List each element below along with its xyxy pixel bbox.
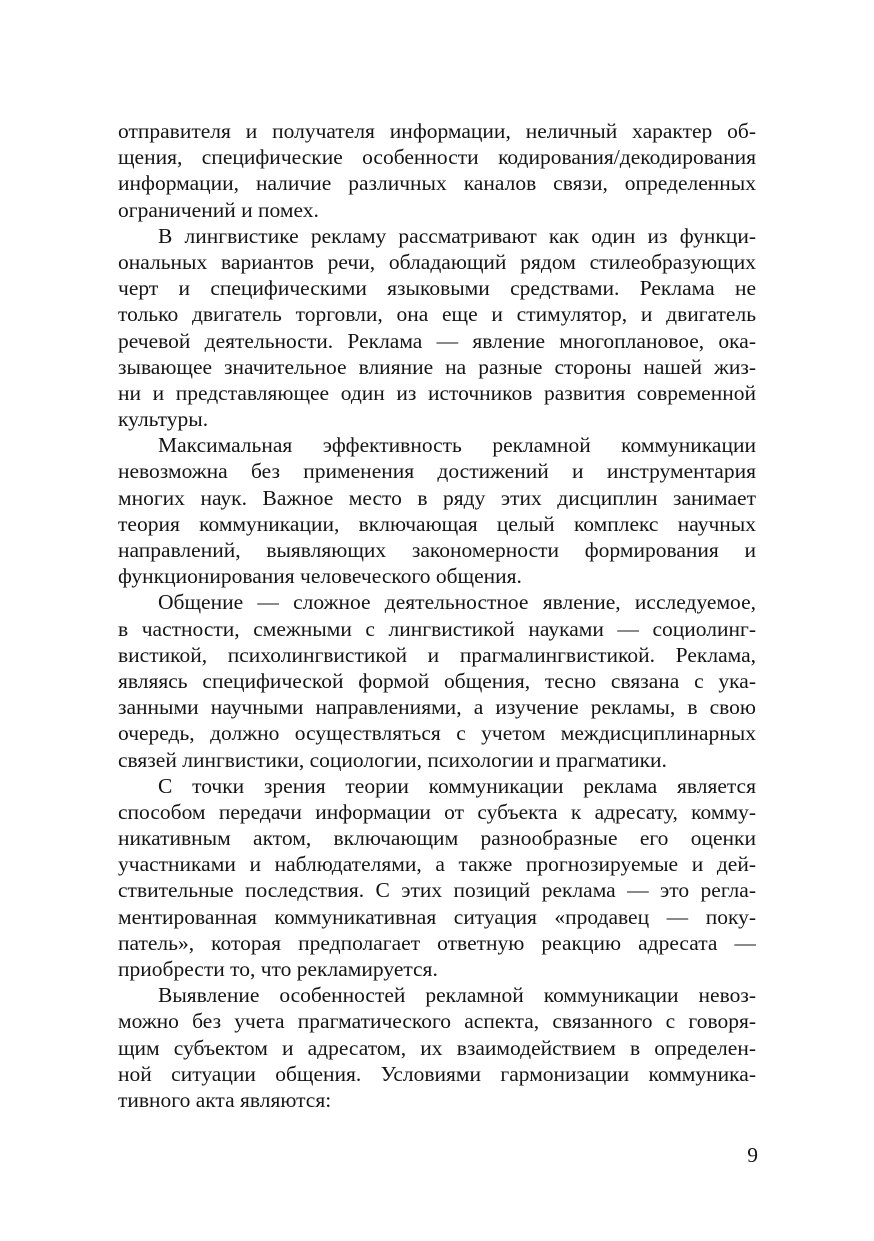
text-line: приобрести то, что рекламируется. [118, 957, 438, 981]
text-line: связей лингвистики, социологии, психологии и прагматики. [118, 747, 667, 772]
text-line: вистикой, психолингвистикой и прагмалингвистикой. Реклама, [118, 642, 756, 667]
text-line: информации, наличие различных каналов связи, определенных [118, 171, 756, 196]
page-number: 9 [747, 1143, 758, 1167]
text-line: функционирования человеческого общения. [118, 564, 522, 589]
text-line: невозможна без применения достижений и инструментария [118, 459, 756, 484]
text-line: направлений, выявляющих закономерности формирования и [118, 538, 756, 562]
text-line: являясь специфической формой общения, тесно связана с ука- [118, 668, 756, 693]
text-line: ной ситуации общения. Условиями гармонизации коммуника- [118, 1061, 756, 1086]
text-line: теория коммуникации, включающая целый комплекс научных [118, 511, 756, 536]
paragraph-effectiveness [118, 432, 756, 589]
text-line: очередь, должно осуществляться с учетом междисциплинарных [118, 721, 756, 746]
paragraph-communication [118, 589, 756, 772]
text-line: только двигатель торговли, она еще и стимулятор, и двигатель [118, 302, 756, 327]
text-line: многих наук. Важное место в ряду этих дисциплин занимает [118, 485, 756, 510]
body-text [118, 118, 756, 1113]
paragraph-pragmatics [118, 982, 756, 1113]
text-line: в частности, смежными с лингвистикой науками — социолинг- [118, 616, 756, 641]
text-line: ментированная коммуникативная ситуация «продавец — поку- [118, 904, 756, 929]
text-line: зывающее значительное влияние на разные стороны нашей жиз- [118, 354, 756, 379]
text-line: ограничений и помех. [118, 197, 319, 222]
text-line: Выявление особенностей рекламной коммуникации невоз- [158, 983, 756, 1008]
text-line: участниками и наблюдателями, а также прогнозируемые и дей- [118, 852, 756, 877]
text-line: тивного акта являются: [118, 1087, 332, 1112]
text-line: щим субъектом и адресатом, их взаимодействием в определен- [118, 1035, 756, 1060]
text-line: ональных вариантов речи, обладающий рядом стилеобразующих [118, 249, 756, 274]
text-line: занными научными направлениями, а изучение рекламы, в свою [118, 695, 756, 720]
text-line: способом передачи информации от субъекта к адресату, комму- [118, 799, 756, 824]
text-line: черт и специфическими языковыми средствами. Реклама не [118, 276, 756, 301]
text-line: патель», которая предполагает ответную реакцию адресата — [118, 930, 756, 955]
paragraph-linguistics [118, 223, 756, 433]
text-line: культуры. [118, 407, 209, 432]
text-line: отправителя и получателя информации, неличный характер об- [118, 119, 756, 143]
text-line: Общение — сложное деятельностное явление, исследуемое, [158, 590, 756, 615]
text-line: можно без учета прагматического аспекта, связанного с говоря- [118, 1009, 756, 1034]
text-line: С точки зрения теории коммуникации реклама является [158, 773, 756, 798]
paragraph-continuation [118, 118, 756, 223]
text-line: В лингвистике рекламу рассматривают как один из функци- [158, 223, 756, 248]
paragraph-theory [118, 773, 756, 983]
text-line: речевой деятельности. Реклама — явление многоплановое, ока- [118, 328, 756, 353]
text-line: щения, специфические особенности кодирования/декодирования [118, 145, 756, 170]
text-line: ни и представляющее один из источников развития современной [118, 380, 756, 405]
text-line: никативным актом, включающим разнообразные его оценки [118, 826, 756, 851]
text-line: Максимальная эффективность рекламной коммуникации [158, 433, 756, 458]
text-line: ствительные последствия. С этих позиций реклама — это регла- [118, 878, 756, 903]
